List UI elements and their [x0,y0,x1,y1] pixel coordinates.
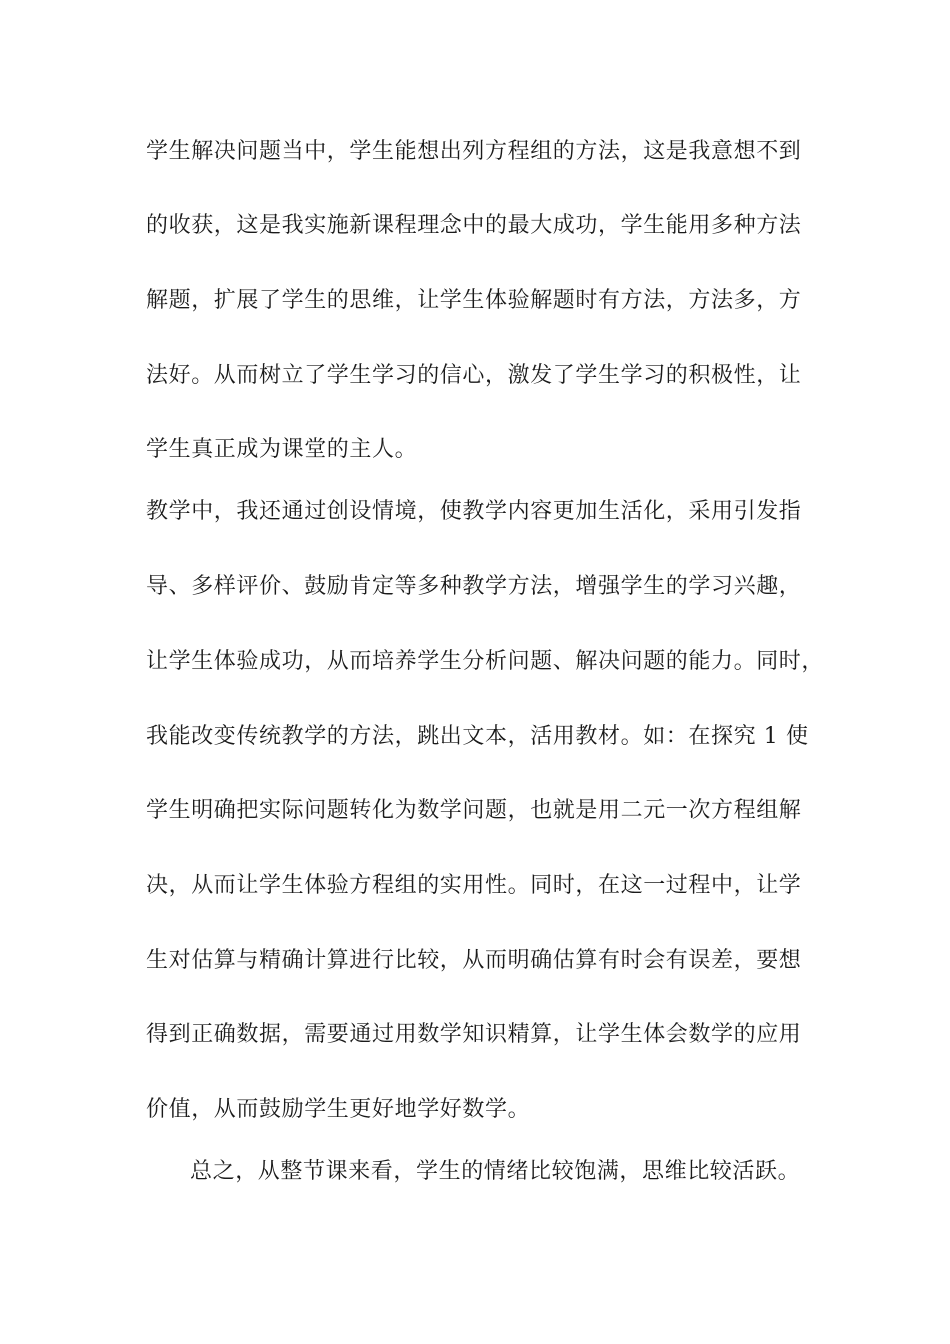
paragraph-line: 我能改变传统教学的方法，跳出文本，活用教材。如：在探究 1 使 [146,724,809,749]
paragraph-line: 的收获，这是我实施新课程理念中的最大成功，学生能用多种方法 [146,213,802,238]
paragraph-line: 学生明确把实际问题转化为数学问题，也就是用二元一次方程组解 [146,798,802,823]
paragraph-line: 学生解决问题当中，学生能想出列方程组的方法，这是我意想不到 [146,139,802,164]
paragraph-line: 解题，扩展了学生的思维，让学生体验解题时有方法，方法多，方 [146,288,802,313]
paragraph-line: 让学生体验成功，从而培养学生分析问题、解决问题的能力。同时， [146,649,825,674]
paragraph-line: 决，从而让学生体验方程组的实用性。同时，在这一过程中，让学 [146,873,802,898]
paragraph-line: 法好。从而树立了学生学习的信心，激发了学生学习的积极性，让 [146,363,802,388]
paragraph-line: 得到正确数据，需要通过用数学知识精算，让学生体会数学的应用 [146,1022,802,1047]
paragraph-line: 总之，从整节课来看，学生的情绪比较饱满，思维比较活跃。 [190,1159,801,1184]
paragraph-line: 教学中，我还通过创设情境，使教学内容更加生活化，采用引发指 [146,499,802,524]
paragraph-line: 学生真正成为课堂的主人。 [146,437,418,462]
paragraph-line: 生对估算与精确计算进行比较，从而明确估算有时会有误差，要想 [146,948,802,973]
paragraph-line: 价值，从而鼓励学生更好地学好数学。 [146,1097,531,1122]
paragraph-line: 导、多样评价、鼓励肯定等多种教学方法，增强学生的学习兴趣， [146,574,802,599]
